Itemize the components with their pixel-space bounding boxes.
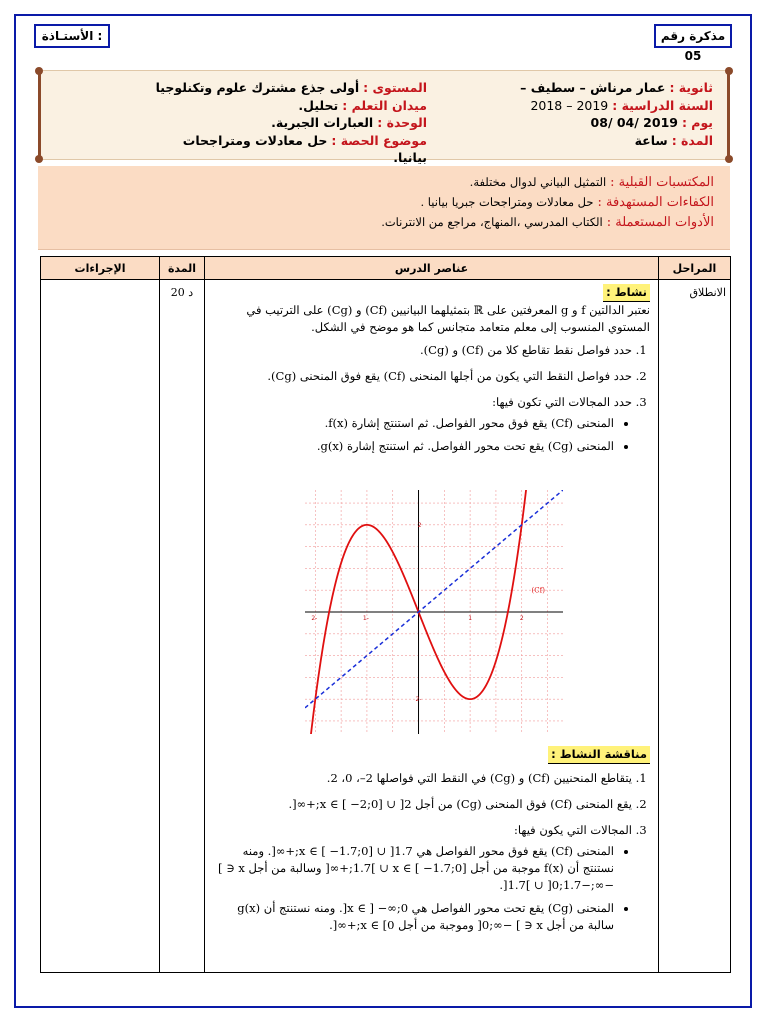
discussion-bullet-2: • المنحنى (Cg) يقع تحت محور الفواصل هي x ∈ ] −∞;0[. ومنه نستنتج أن g(x) سالبة من أجل x ∈ ] −∞;0[ وموجبة من أجل x ∈ [0;+∞[. — [213, 900, 614, 934]
cg-line — [305, 490, 563, 708]
phase-value: الانطلاق — [689, 286, 726, 299]
elements-header: عناصر الدرس — [205, 257, 659, 280]
phase-cell — [659, 280, 731, 973]
answer-1: 1. يتقاطع المنحنيين (Cf) و (Cg) في النقط التي فواصلها 2–، 0، 2. — [213, 770, 632, 787]
cf-curve-label: (Cf) — [531, 586, 545, 595]
answer-3 — [213, 822, 632, 934]
unit-label: الوحدة : — [377, 115, 427, 130]
duration-label: المدة : — [671, 132, 713, 148]
question-1: 1. حدد فواصل نقط تقاطع كلا من (Cf) و (Cg). — [213, 342, 632, 359]
pin-icon — [35, 155, 43, 163]
school-info — [413, 79, 713, 149]
school-value: عمار مرناش – سطيف – — [520, 80, 666, 95]
duration-value: 20 د — [170, 286, 194, 299]
duration-value: ساعة — [634, 132, 668, 148]
x-tick-label: 1 — [468, 615, 473, 622]
lesson-info — [145, 79, 427, 167]
phase-header: المراحل — [659, 257, 731, 280]
target-skills-label: الكفاءات المستهدفة : — [597, 195, 714, 210]
activity-section — [205, 280, 658, 455]
day-label: يوم : — [681, 115, 713, 130]
topic-value: حل معادلات ومتراجحات بيانيا. — [182, 132, 427, 165]
prior-knowledge-value: التمثيل البياني لدوال مختلفة. — [469, 175, 607, 189]
answer-3-bullets — [213, 843, 632, 934]
teacher-tag: الأستـاذة : — [34, 24, 110, 48]
pin-icon — [725, 67, 733, 75]
x-tick-label: 2 — [519, 615, 524, 622]
question-2: 2. حدد فواصل النقط التي يكون من أجلها المنحنى (Cf) يقع فوق المنحنى (Cg). — [213, 368, 632, 385]
unit-value: العبارات الجبرية. — [271, 115, 374, 130]
answer-3-text: المجالات التي يكون فيها: — [514, 823, 632, 837]
bullet-2: • المنحنى (Cg) يقع تحت محور الفواصل. ثم استنتج إشارة g(x). — [213, 438, 614, 455]
activity-questions — [213, 342, 650, 455]
prerequisites-panel — [38, 166, 730, 250]
procedures-cell — [41, 280, 160, 973]
question-3-bullets — [213, 415, 632, 455]
prior-knowledge-label: المكتسبات القبلية : — [610, 175, 714, 190]
level-label: المستوى : — [363, 80, 427, 95]
tools-value: الكتاب المدرسي ،المنهاج، مراجع من الانترنات. — [381, 215, 603, 229]
graph-axes — [305, 490, 563, 734]
answer-2: 2. يقع المنحنى (Cf) فوق المنحنى (Cg) من أجل x ∈ [ −2;0] ∪ ]2;+∞[. — [213, 796, 632, 813]
discussion-bullet-1: • المنحنى (Cf) يقع فوق محور الفواصل هي x ∈ [ −1.7;0] ∪ ]1.7;+∞[. ومنه نستنتج أن f(x) موجبة من أجل x ∈ [ −1.7;0] ∪ ]1.7;+∞[ وسالبة من أجل x ∈ ] −∞;−1.7[ ∪ ]0;1.7[. — [213, 843, 614, 894]
tools-label: الأدوات المستعملة : — [606, 215, 714, 230]
day-value: 08/ 04/ 2019 — [590, 115, 678, 130]
school-label: ثانوية : — [669, 80, 713, 95]
discussion-section — [213, 746, 650, 943]
y-tick-label: -2 — [415, 696, 422, 704]
lesson-table — [40, 256, 731, 973]
target-skills-value: حل معادلات ومتراجحات جبريا بيانيا . — [420, 195, 594, 209]
year-value: 2018 – 2019 — [530, 97, 609, 113]
procedures-header: الإجراءات — [41, 257, 160, 280]
header-panel — [38, 70, 730, 165]
topic-label: موضوع الحصة : — [331, 132, 427, 148]
activity-intro: نعتبر الدالتين f و g المعرفتين على ℝ بتمثيلهما البيانيين (Cf) و (Cg) على الترتيب في المستوي المنسوب إلى معلم متعامد متجانس كما هو موضح في الشكل. — [246, 303, 650, 334]
field-label: ميدان التعلم : — [342, 97, 427, 113]
duration-header: المدة — [160, 257, 205, 280]
x-tick-label: -2 — [311, 615, 318, 622]
question-3 — [213, 394, 632, 455]
discussion-title: مناقشة النشاط : — [548, 746, 650, 764]
bullet-1: • المنحنى (Cf) يقع فوق محور الفواصل. ثم استنتج إشارة f(x). — [213, 415, 614, 432]
pin-icon — [725, 155, 733, 163]
question-3-text: حدد المجالات التي تكون فيها: — [492, 395, 632, 409]
activity-title: نشاط : — [603, 284, 650, 302]
pin-icon — [35, 67, 43, 75]
x-tick-label: -1 — [362, 615, 369, 622]
field-value: تحليل. — [298, 97, 339, 113]
year-label: السنة الدراسية : — [612, 97, 713, 113]
memo-number-tag: مذكرة رقم 05 — [654, 24, 732, 48]
function-graph — [305, 490, 563, 734]
y-tick-label: 2 — [417, 521, 422, 529]
duration-cell — [160, 280, 205, 973]
discussion-answers — [213, 770, 650, 934]
elements-cell — [205, 280, 659, 973]
level-value: أولى جذع مشترك علوم وتكنلوجيا — [155, 80, 360, 95]
